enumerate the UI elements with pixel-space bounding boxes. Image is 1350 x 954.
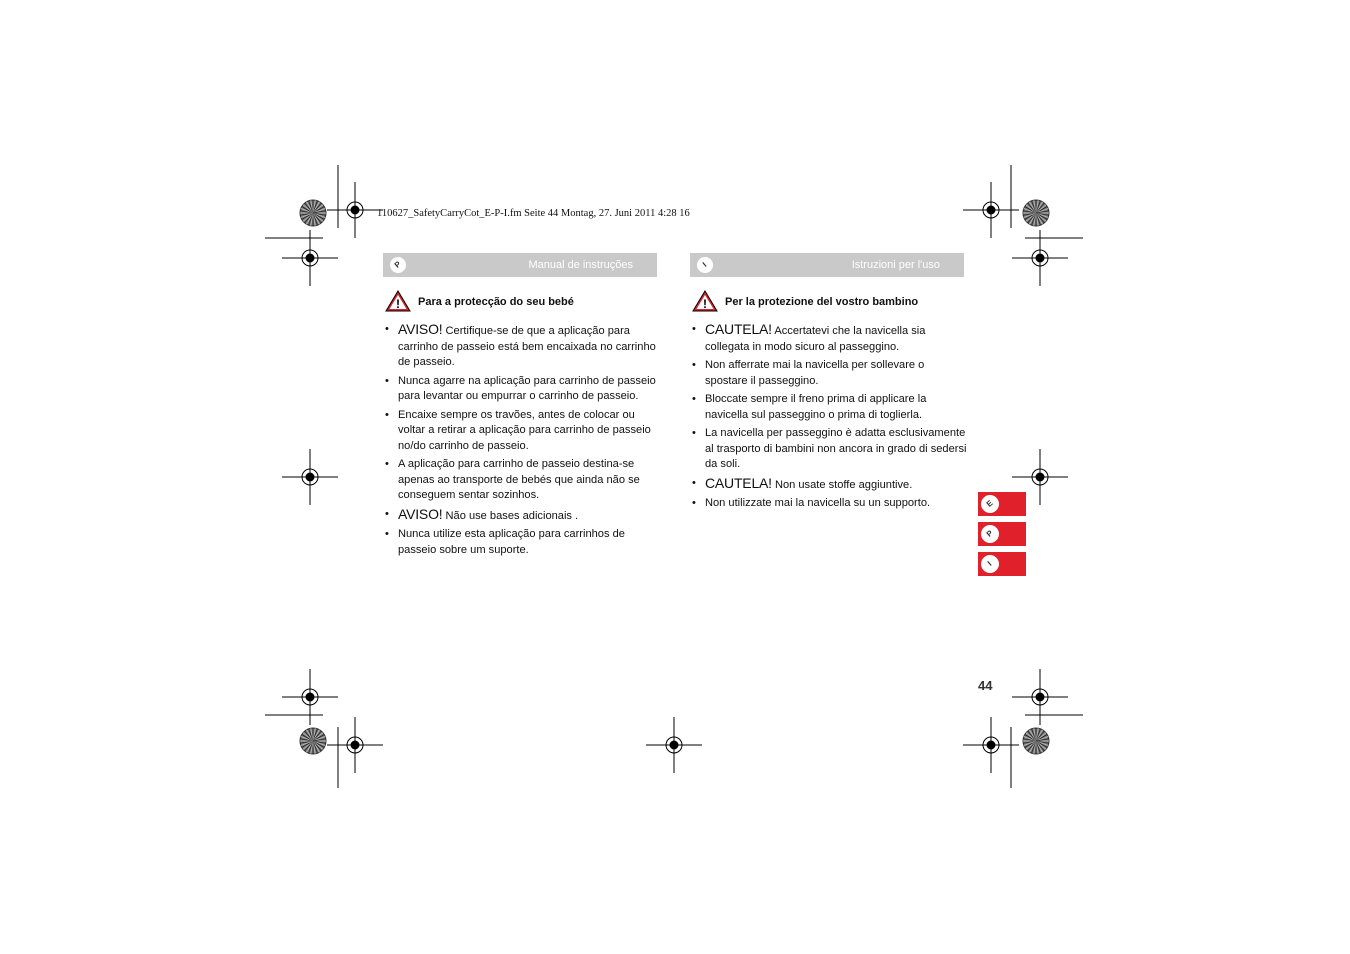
svg-text:!: ! xyxy=(703,297,707,311)
item-text: Nunca utilize esta aplicação para carrinhos de passeio sobre um suporte. xyxy=(398,528,625,556)
language-code-badge: P xyxy=(387,254,410,277)
starburst-mark-icon xyxy=(300,200,326,226)
list-item xyxy=(692,426,967,473)
banner-portuguese xyxy=(383,253,657,277)
list-item xyxy=(692,392,967,423)
list-item xyxy=(692,476,967,494)
bullet: • xyxy=(692,427,696,439)
heading-text: Para a protecção do seu bebé xyxy=(418,296,574,308)
starburst-mark-icon xyxy=(300,728,326,754)
item-text: Accertatevi che la navicella sia collegata in modo sicuro al passeggino. xyxy=(705,325,926,353)
language-tab-code: I xyxy=(977,551,1002,576)
bullet: • xyxy=(385,458,389,470)
registration-mark-icon xyxy=(327,717,383,773)
safety-list xyxy=(692,322,967,512)
column-portuguese xyxy=(385,290,660,561)
safety-list xyxy=(385,322,660,558)
item-text: Non utilizzate mai la navicella su un supporto. xyxy=(705,497,931,509)
bullet: • xyxy=(385,323,389,335)
bullet: • xyxy=(692,323,696,335)
starburst-mark-icon xyxy=(1023,728,1049,754)
registration-mark-icon xyxy=(282,449,338,505)
starburst-mark-icon xyxy=(1023,200,1049,226)
warning-keyword: AVISO! xyxy=(398,321,443,337)
section-heading xyxy=(692,290,967,314)
item-text: Não use bases adicionais . xyxy=(442,509,579,522)
column-italian xyxy=(692,290,967,515)
bullet: • xyxy=(385,408,389,421)
bullet: • xyxy=(385,528,389,540)
language-tab-i[interactable] xyxy=(978,552,1026,576)
list-item xyxy=(385,408,660,455)
bullet: • xyxy=(692,497,696,509)
list-item xyxy=(692,322,967,355)
bullet: • xyxy=(385,507,389,520)
language-tab-code: P xyxy=(977,521,1002,546)
language-tab-e[interactable] xyxy=(978,492,1026,516)
list-item xyxy=(385,322,660,371)
heading-text: Per la protezione del vostro bambino xyxy=(725,296,919,308)
list-item xyxy=(692,496,967,512)
page-number: 44 xyxy=(978,678,993,693)
registration-mark-icon xyxy=(327,182,383,238)
registration-mark-icon xyxy=(282,669,338,725)
warning-triangle-icon xyxy=(385,290,411,312)
bullet: • xyxy=(692,476,696,489)
warning-keyword: AVISO! xyxy=(398,505,443,522)
item-text: Bloccate sempre il freno prima di applicare la navicella sul passeggino o prima di toglierla. xyxy=(705,393,927,421)
language-tab-p[interactable] xyxy=(978,522,1026,546)
registration-mark-icon xyxy=(646,717,702,773)
banner-title: Istruzioni per l'uso xyxy=(851,259,940,271)
list-item xyxy=(385,527,660,558)
item-text: Encaixe sempre os travões, antes de colocar ou voltar a retirar a aplicação para carrinho de passeio no/do carrinho de passeio. xyxy=(398,408,651,452)
warning-keyword: CAUTELA! xyxy=(705,321,772,337)
item-text: Certifique-se de que a aplicação para carrinho de passeio está bem encaixada no carrinho de passeio. xyxy=(398,325,656,368)
svg-text:!: ! xyxy=(396,297,400,311)
banner-title: Manual de instruções xyxy=(528,259,633,271)
warning-keyword: CAUTELA! xyxy=(705,474,772,491)
item-text: Nunca agarre na aplicação para carrinho de passeio para levantar ou empurrar o carrinho de passeio. xyxy=(398,374,656,402)
section-heading xyxy=(385,290,660,314)
list-item xyxy=(692,358,967,389)
item-text: Non usate stoffe aggiuntive. xyxy=(771,478,913,491)
language-tab-code: E xyxy=(977,491,1002,516)
item-text: A aplicação para carrinho de passeio destina-se apenas ao transporte de bebés que ainda não se conseguem sentar sozinhos. xyxy=(398,458,640,501)
list-item xyxy=(385,507,660,525)
list-item xyxy=(385,457,660,504)
bullet: • xyxy=(692,359,696,371)
bullet: • xyxy=(692,393,696,405)
list-item xyxy=(385,374,660,405)
warning-triangle-icon xyxy=(692,290,718,312)
file-slug-line: 110627_SafetyCarryCot_E-P-I.fm Seite 44 Montag, 27. Juni 2011 4:28 16 xyxy=(377,208,690,219)
banner-italian xyxy=(690,253,964,277)
item-text: La navicella per passeggino è adatta esclusivamente al trasporto di bambini non ancora in grado di sedersi da soli. xyxy=(705,427,967,470)
registration-mark-icon xyxy=(1012,669,1068,725)
bullet: • xyxy=(385,374,389,387)
language-code-badge: I xyxy=(694,254,717,277)
item-text: Non afferrate mai la navicella per sollevare o spostare il passeggino. xyxy=(705,359,925,387)
